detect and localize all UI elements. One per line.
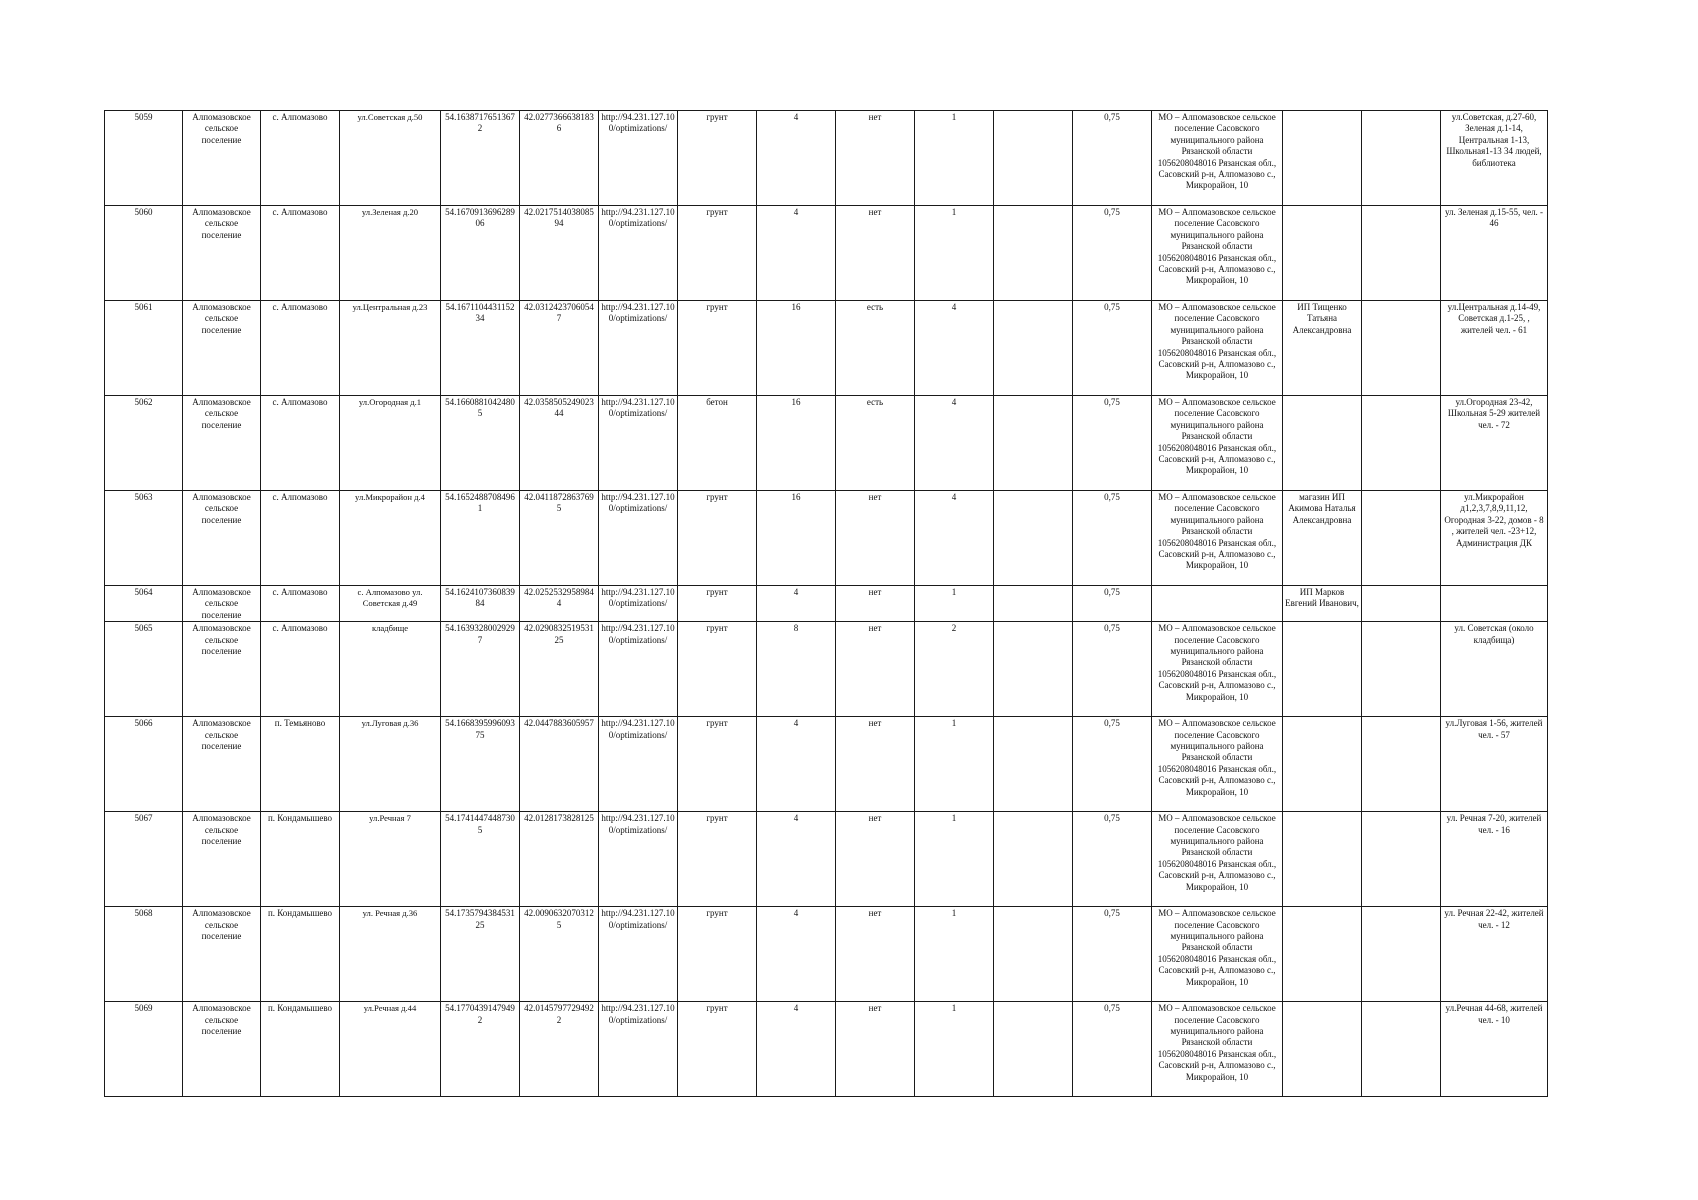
cell-address: ул.Речная д.44: [340, 1002, 441, 1097]
cell-longitude: 42.0312423706054 7: [520, 301, 599, 396]
cell-address: ул.Зеленая д.20: [340, 206, 441, 301]
cell-business: ИП Тищенко Татьяна Александровна: [1283, 301, 1362, 396]
cell-owner: МО – Алпомазовское сельское поселение Сасовского муниципального района Рязанской области 1056208048016 Рязанская обл., Сасовский р-н, Алпомазово с., Микрорайон, 10: [1152, 812, 1283, 907]
cell-served-area: ул.Огородная 23-42, Школьная 5-29 жителей чел. - 72: [1441, 396, 1548, 491]
cell-locality: п. Кондамышево: [261, 1002, 340, 1097]
cell-settlement: Алпомазовское сельское поселение: [183, 111, 261, 206]
cell-containers: 4: [915, 396, 994, 491]
cell-map-link: http://94.231.127.10 0/optimizations/: [599, 1002, 678, 1097]
cell-longitude: 42.0411872863769 5: [520, 491, 599, 586]
cell-empty-b: [1362, 812, 1441, 907]
cell-area: 16: [757, 301, 836, 396]
cell-settlement: Алпомазовское сельское поселение: [183, 907, 261, 1002]
cell-settlement: Алпомазовское сельское поселение: [183, 586, 261, 622]
cell-volume: 0,75: [1073, 1002, 1152, 1097]
cell-business: [1283, 812, 1362, 907]
cell-longitude: 42.0277366638183 6: [520, 111, 599, 206]
cell-served-area: [1441, 586, 1548, 622]
cell-containers: 2: [915, 622, 994, 717]
cell-map-link: http://94.231.127.10 0/optimizations/: [599, 586, 678, 622]
cell-business: магазин ИП Акимова Наталья Александровна: [1283, 491, 1362, 586]
cell-id: 5065: [105, 622, 183, 717]
cell-empty-a: [994, 111, 1073, 206]
cell-locality: с. Алпомазово: [261, 622, 340, 717]
cell-business: [1283, 622, 1362, 717]
cell-map-link: http://94.231.127.10 0/optimizations/: [599, 622, 678, 717]
cell-latitude: 54.1770439147949 2: [441, 1002, 520, 1097]
cell-address: кладбище: [340, 622, 441, 717]
cell-latitude: 54.1652488708496 1: [441, 491, 520, 586]
cell-longitude: 42.0358505249023 44: [520, 396, 599, 491]
cell-fence: нет: [836, 491, 915, 586]
cell-id: 5061: [105, 301, 183, 396]
cell-served-area: ул.Речная 44-68, жителей чел. - 10: [1441, 1002, 1548, 1097]
cell-volume: 0,75: [1073, 812, 1152, 907]
waste-sites-table: [104, 110, 1548, 1097]
cell-area: 4: [757, 812, 836, 907]
cell-locality: с. Алпомазово: [261, 206, 340, 301]
cell-map-link: http://94.231.127.10 0/optimizations/: [599, 111, 678, 206]
cell-owner: МО – Алпомазовское сельское поселение Сасовского муниципального района Рязанской области 1056208048016 Рязанская обл., Сасовский р-н, Алпомазово с., Микрорайон, 10: [1152, 206, 1283, 301]
table-row: [105, 586, 1548, 622]
cell-address: ул.Микрорайон д.4: [340, 491, 441, 586]
cell-map-link: http://94.231.127.10 0/optimizations/: [599, 717, 678, 812]
cell-latitude: 54.1735794384531 25: [441, 907, 520, 1002]
cell-id: 5060: [105, 206, 183, 301]
cell-area: 4: [757, 717, 836, 812]
table-row: [105, 812, 1548, 907]
cell-served-area: ул.Центральная д.14-49, Советская д.1-25, , жителей чел. - 61: [1441, 301, 1548, 396]
cell-latitude: 54.1668395996093 75: [441, 717, 520, 812]
cell-volume: 0,75: [1073, 301, 1152, 396]
cell-fence: нет: [836, 206, 915, 301]
cell-empty-a: [994, 812, 1073, 907]
cell-empty-b: [1362, 1002, 1441, 1097]
cell-empty-a: [994, 396, 1073, 491]
cell-surface: грунт: [678, 622, 757, 717]
cell-settlement: Алпомазовское сельское поселение: [183, 396, 261, 491]
cell-surface: грунт: [678, 206, 757, 301]
cell-empty-b: [1362, 301, 1441, 396]
cell-volume: 0,75: [1073, 396, 1152, 491]
table-body: [105, 111, 1548, 1097]
cell-id: 5062: [105, 396, 183, 491]
cell-volume: 0,75: [1073, 491, 1152, 586]
cell-fence: нет: [836, 1002, 915, 1097]
table-row: [105, 1002, 1548, 1097]
cell-locality: с. Алпомазово: [261, 396, 340, 491]
cell-fence: нет: [836, 717, 915, 812]
cell-locality: п. Кондамышево: [261, 907, 340, 1002]
cell-fence: нет: [836, 812, 915, 907]
cell-settlement: Алпомазовское сельское поселение: [183, 491, 261, 586]
cell-containers: 1: [915, 206, 994, 301]
cell-surface: грунт: [678, 907, 757, 1002]
cell-fence: нет: [836, 622, 915, 717]
table-row: [105, 206, 1548, 301]
cell-latitude: 54.1624107360839 84: [441, 586, 520, 622]
cell-empty-a: [994, 491, 1073, 586]
cell-owner: МО – Алпомазовское сельское поселение Сасовского муниципального района Рязанской области 1056208048016 Рязанская обл., Сасовский р-н, Алпомазово с., Микрорайон, 10: [1152, 1002, 1283, 1097]
cell-volume: 0,75: [1073, 907, 1152, 1002]
cell-surface: грунт: [678, 491, 757, 586]
cell-volume: 0,75: [1073, 206, 1152, 301]
cell-address: ул. Речная д.36: [340, 907, 441, 1002]
cell-surface: грунт: [678, 812, 757, 907]
cell-fence: есть: [836, 396, 915, 491]
cell-settlement: Алпомазовское сельское поселение: [183, 1002, 261, 1097]
cell-longitude: 42.0145797729492 2: [520, 1002, 599, 1097]
cell-area: 4: [757, 586, 836, 622]
table-row: [105, 396, 1548, 491]
table-row: [105, 717, 1548, 812]
table-row: [105, 907, 1548, 1002]
cell-latitude: 54.1639328002929 7: [441, 622, 520, 717]
cell-business: [1283, 111, 1362, 206]
cell-fence: нет: [836, 586, 915, 622]
cell-address: ул.Огородная д.1: [340, 396, 441, 491]
cell-containers: 1: [915, 812, 994, 907]
cell-empty-a: [994, 1002, 1073, 1097]
cell-owner: [1152, 586, 1283, 622]
cell-served-area: ул.Советская, д.27-60, Зеленая д.1-14, Центральная 1-13, Школьная1-13 34 людей, библиотека: [1441, 111, 1548, 206]
cell-settlement: Алпомазовское сельское поселение: [183, 812, 261, 907]
cell-address: ул.Центральная д.23: [340, 301, 441, 396]
cell-served-area: ул. Зеленая д.15-55, чел. - 46: [1441, 206, 1548, 301]
cell-surface: грунт: [678, 586, 757, 622]
cell-containers: 4: [915, 491, 994, 586]
cell-empty-b: [1362, 907, 1441, 1002]
cell-map-link: http://94.231.127.10 0/optimizations/: [599, 491, 678, 586]
cell-area: 4: [757, 907, 836, 1002]
cell-owner: МО – Алпомазовское сельское поселение Сасовского муниципального района Рязанской области 1056208048016 Рязанская обл., Сасовский р-н, Алпомазово с., Микрорайон, 10: [1152, 111, 1283, 206]
cell-longitude: 42.0290832519531 25: [520, 622, 599, 717]
cell-empty-a: [994, 907, 1073, 1002]
cell-owner: МО – Алпомазовское сельское поселение Сасовского муниципального района Рязанской области 1056208048016 Рязанская обл., Сасовский р-н, Алпомазово с., Микрорайон, 10: [1152, 301, 1283, 396]
cell-locality: с. Алпомазово: [261, 586, 340, 622]
cell-settlement: Алпомазовское сельское поселение: [183, 206, 261, 301]
cell-locality: с. Алпомазово: [261, 491, 340, 586]
table-row: [105, 301, 1548, 396]
cell-business: ИП Марков Евгений Иванович,: [1283, 586, 1362, 622]
cell-empty-a: [994, 622, 1073, 717]
cell-area: 16: [757, 491, 836, 586]
cell-map-link: http://94.231.127.10 0/optimizations/: [599, 396, 678, 491]
cell-empty-b: [1362, 717, 1441, 812]
cell-empty-b: [1362, 491, 1441, 586]
cell-volume: 0,75: [1073, 586, 1152, 622]
cell-longitude: 42.0447883605957: [520, 717, 599, 812]
cell-surface: бетон: [678, 396, 757, 491]
cell-served-area: ул. Советская (около кладбища): [1441, 622, 1548, 717]
cell-area: 4: [757, 206, 836, 301]
table-row: [105, 622, 1548, 717]
cell-map-link: http://94.231.127.10 0/optimizations/: [599, 812, 678, 907]
cell-longitude: 42.0128173828125: [520, 812, 599, 907]
cell-settlement: Алпомазовское сельское поселение: [183, 622, 261, 717]
cell-volume: 0,75: [1073, 111, 1152, 206]
cell-containers: 1: [915, 586, 994, 622]
cell-map-link: http://94.231.127.10 0/optimizations/: [599, 206, 678, 301]
cell-business: [1283, 206, 1362, 301]
cell-business: [1283, 1002, 1362, 1097]
cell-latitude: 54.1660881042480 5: [441, 396, 520, 491]
cell-served-area: ул. Речная 7-20, жителей чел. - 16: [1441, 812, 1548, 907]
cell-empty-b: [1362, 111, 1441, 206]
cell-owner: МО – Алпомазовское сельское поселение Сасовского муниципального района Рязанской области 1056208048016 Рязанская обл., Сасовский р-н, Алпомазово с., Микрорайон, 10: [1152, 622, 1283, 717]
cell-fence: есть: [836, 301, 915, 396]
cell-containers: 1: [915, 907, 994, 1002]
cell-id: 5064: [105, 586, 183, 622]
cell-address: ул.Луговая д.36: [340, 717, 441, 812]
cell-empty-a: [994, 206, 1073, 301]
cell-address: с. Алпомазово ул. Советская д.49: [340, 586, 441, 622]
cell-volume: 0,75: [1073, 622, 1152, 717]
cell-fence: нет: [836, 111, 915, 206]
cell-longitude: 42.0217514038085 94: [520, 206, 599, 301]
cell-containers: 1: [915, 717, 994, 812]
table-row: [105, 111, 1548, 206]
cell-id: 5067: [105, 812, 183, 907]
cell-containers: 1: [915, 1002, 994, 1097]
cell-surface: грунт: [678, 111, 757, 206]
cell-id: 5066: [105, 717, 183, 812]
cell-empty-b: [1362, 622, 1441, 717]
cell-locality: п. Кондамышево: [261, 812, 340, 907]
cell-owner: МО – Алпомазовское сельское поселение Сасовского муниципального района Рязанской области 1056208048016 Рязанская обл., Сасовский р-н, Алпомазово с., Микрорайон, 10: [1152, 717, 1283, 812]
cell-area: 4: [757, 111, 836, 206]
cell-id: 5069: [105, 1002, 183, 1097]
cell-containers: 1: [915, 111, 994, 206]
cell-surface: грунт: [678, 1002, 757, 1097]
cell-surface: грунт: [678, 301, 757, 396]
cell-locality: п. Темьяново: [261, 717, 340, 812]
cell-longitude: 42.0090632070312 5: [520, 907, 599, 1002]
cell-empty-b: [1362, 396, 1441, 491]
cell-address: ул.Советская д.50: [340, 111, 441, 206]
cell-latitude: 54.1638717651367 2: [441, 111, 520, 206]
cell-owner: МО – Алпомазовское сельское поселение Сасовского муниципального района Рязанской области 1056208048016 Рязанская обл., Сасовский р-н, Алпомазово с., Микрорайон, 10: [1152, 396, 1283, 491]
cell-map-link: http://94.231.127.10 0/optimizations/: [599, 301, 678, 396]
cell-served-area: ул.Микрорайон д1,2,3,7,8,9,11,12, Огородная 3-22, домов - 8 , жителей чел. -23+12, Администрация ДК: [1441, 491, 1548, 586]
cell-latitude: 54.1741447448730 5: [441, 812, 520, 907]
cell-longitude: 42.0252532958984 4: [520, 586, 599, 622]
cell-business: [1283, 717, 1362, 812]
cell-map-link: http://94.231.127.10 0/optimizations/: [599, 907, 678, 1002]
cell-latitude: 54.1670913696289 06: [441, 206, 520, 301]
cell-volume: 0,75: [1073, 717, 1152, 812]
cell-settlement: Алпомазовское сельское поселение: [183, 717, 261, 812]
cell-served-area: ул. Речная 22-42, жителей чел. - 12: [1441, 907, 1548, 1002]
cell-served-area: ул.Луговая 1-56, жителей чел. - 57: [1441, 717, 1548, 812]
table-row: [105, 491, 1548, 586]
cell-area: 8: [757, 622, 836, 717]
cell-settlement: Алпомазовское сельское поселение: [183, 301, 261, 396]
cell-empty-a: [994, 717, 1073, 812]
cell-id: 5063: [105, 491, 183, 586]
cell-area: 4: [757, 1002, 836, 1097]
cell-empty-b: [1362, 586, 1441, 622]
cell-locality: с. Алпомазово: [261, 301, 340, 396]
cell-fence: нет: [836, 907, 915, 1002]
cell-id: 5059: [105, 111, 183, 206]
cell-id: 5068: [105, 907, 183, 1002]
cell-area: 16: [757, 396, 836, 491]
cell-owner: МО – Алпомазовское сельское поселение Сасовского муниципального района Рязанской области 1056208048016 Рязанская обл., Сасовский р-н, Алпомазово с., Микрорайон, 10: [1152, 907, 1283, 1002]
cell-empty-b: [1362, 206, 1441, 301]
cell-surface: грунт: [678, 717, 757, 812]
cell-business: [1283, 907, 1362, 1002]
cell-locality: с. Алпомазово: [261, 111, 340, 206]
cell-owner: МО – Алпомазовское сельское поселение Сасовского муниципального района Рязанской области 1056208048016 Рязанская обл., Сасовский р-н, Алпомазово с., Микрорайон, 10: [1152, 491, 1283, 586]
cell-business: [1283, 396, 1362, 491]
cell-address: ул.Речная 7: [340, 812, 441, 907]
cell-latitude: 54.1671104431152 34: [441, 301, 520, 396]
cell-empty-a: [994, 301, 1073, 396]
cell-containers: 4: [915, 301, 994, 396]
cell-empty-a: [994, 586, 1073, 622]
